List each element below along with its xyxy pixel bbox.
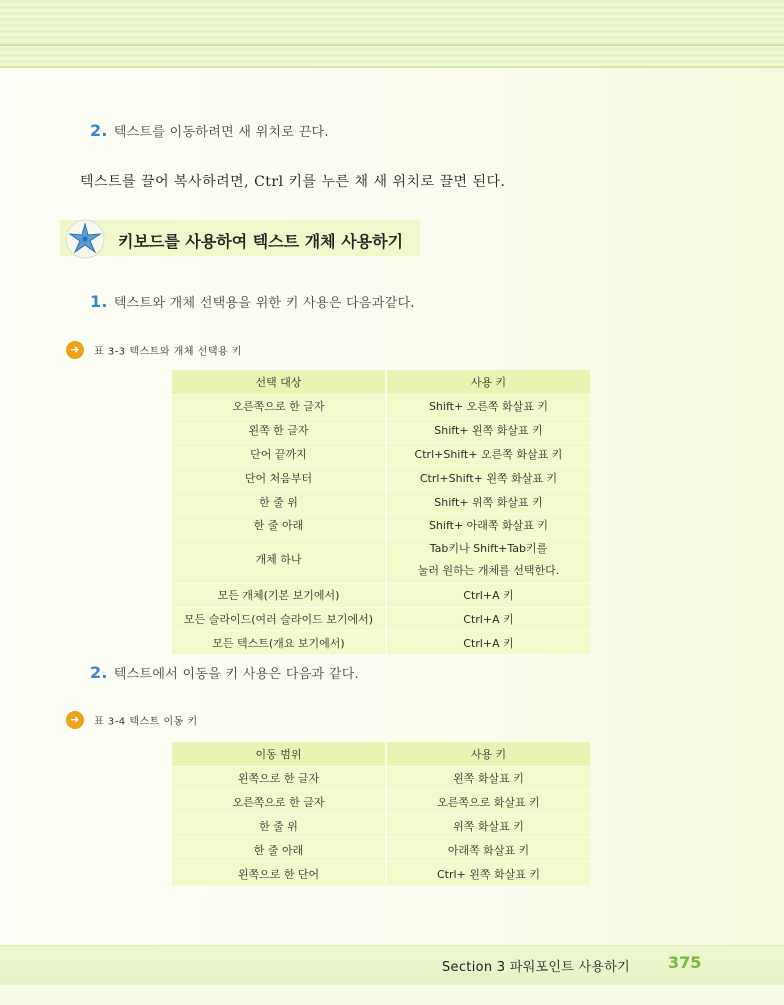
table-cell: Shift+ 위쪽 화살표 키: [386, 490, 590, 514]
table-cell: 오른쪽으로 한 글자: [172, 790, 386, 814]
table-cell-line: Tab키나 Shift+Tab키를: [429, 542, 548, 556]
table-row: [172, 767, 590, 791]
page-number: 375: [668, 953, 702, 972]
table-row: [172, 862, 590, 886]
table-cell: Ctrl+A 키: [386, 583, 590, 607]
step-number: 1.: [90, 292, 108, 311]
arrow-right-circle-icon: ➜: [66, 711, 84, 729]
header-cell: 사용 키: [386, 742, 590, 767]
table-cell: 왼쪽으로 한 단어: [172, 862, 386, 886]
table-header-row: [172, 742, 590, 767]
table-cell: Ctrl+ 왼쪽 화살표 키: [386, 862, 590, 886]
step-text: 텍스트와 개체 선택용을 위한 키 사용은 다음과같다.: [113, 296, 415, 311]
table-cell: 한 줄 위: [172, 490, 386, 514]
table-row: [172, 513, 590, 537]
table-cell: 왼쪽 화살표 키: [386, 767, 590, 791]
table-cell-multiline: [386, 537, 590, 583]
table-row: [172, 838, 590, 862]
movement-keys-table: [172, 742, 590, 886]
table-row: [172, 418, 590, 442]
table-cell: Ctrl+A 키: [386, 631, 590, 655]
table-cell: 모든 슬라이드(여러 슬라이드 보기에서): [172, 607, 386, 631]
table-row: [172, 537, 590, 583]
top-decorative-band: [0, 0, 784, 68]
table-cell: 모든 개체(기본 보기에서): [172, 583, 386, 607]
table-cell: 왼쪽 한 글자: [172, 418, 386, 442]
table-cell: 아래쪽 화살표 키: [386, 838, 590, 862]
table-cell: 오른쪽으로 한 글자: [172, 395, 386, 419]
step-text: 텍스트를 이동하려면 새 위치로 끈다.: [113, 125, 329, 140]
table-cell: Shift+ 아래쪽 화살표 키: [386, 513, 590, 537]
header-cell: 사용 키: [386, 370, 590, 395]
step-2-move-keys: [90, 663, 359, 682]
table-row: [172, 395, 590, 419]
table-row: [172, 466, 590, 490]
table1-caption: ➜ 표 3-3 텍스트와 개체 선택용 키: [66, 341, 242, 359]
step-text: 텍스트에서 이동을 키 사용은 다음과 같다.: [113, 667, 359, 682]
header-cell: 선택 대상: [172, 370, 386, 395]
table-cell: Ctrl+A 키: [386, 607, 590, 631]
table-cell: Ctrl+Shift+ 왼쪽 화살표 키: [386, 466, 590, 490]
step-1-select: [90, 292, 415, 311]
table-row: [172, 790, 590, 814]
step-2-move: [90, 121, 329, 140]
step-number: 2.: [90, 663, 108, 682]
table-cell: Ctrl+Shift+ 오른쪽 화살표 키: [386, 442, 590, 466]
table-cell-line: 눌러 원하는 개체를 선택한다.: [417, 564, 560, 578]
table-cell: 왼쪽으로 한 글자: [172, 767, 386, 791]
table-cell: 위쪽 화살표 키: [386, 814, 590, 838]
table-cell: 한 줄 아래: [172, 513, 386, 537]
table-cell: Shift+ 오른쪽 화살표 키: [386, 395, 590, 419]
copy-paragraph: 텍스트를 끌어 복사하려면, Ctrl 키를 누른 채 새 위치로 끌면 된다.: [80, 174, 506, 190]
selection-keys-table: [172, 370, 590, 655]
table-cell: 단어 처음부터: [172, 466, 386, 490]
table-row: [172, 631, 590, 655]
table-row: [172, 442, 590, 466]
footer-section-title: Section 3 파워포인트 사용하기: [442, 960, 630, 975]
section-heading: 키보드를 사용하여 텍스트 개체 사용하기: [118, 232, 404, 251]
table-row: [172, 814, 590, 838]
header-cell: 이동 범위: [172, 742, 386, 767]
table2-caption: ➜ 표 3-4 텍스트 이동 키: [66, 711, 198, 729]
table-cell: 한 줄 위: [172, 814, 386, 838]
table-cell: 개체 하나: [172, 537, 386, 583]
table-cell: 단어 끝까지: [172, 442, 386, 466]
table-row: [172, 607, 590, 631]
table-header-row: [172, 370, 590, 395]
step-number: 2.: [90, 121, 108, 140]
table-cell: 모든 텍스트(개요 보기에서): [172, 631, 386, 655]
footer-band: [0, 945, 784, 986]
starfish-icon: [65, 219, 105, 259]
bottom-strip: [0, 985, 784, 1005]
table-row: [172, 583, 590, 607]
table-cell: 한 줄 아래: [172, 838, 386, 862]
table-cell: Shift+ 왼쪽 화살표 키: [386, 418, 590, 442]
table-row: [172, 490, 590, 514]
arrow-right-circle-icon: ➜: [66, 341, 84, 359]
table-cell: 오른쪽으로 화살표 키: [386, 790, 590, 814]
